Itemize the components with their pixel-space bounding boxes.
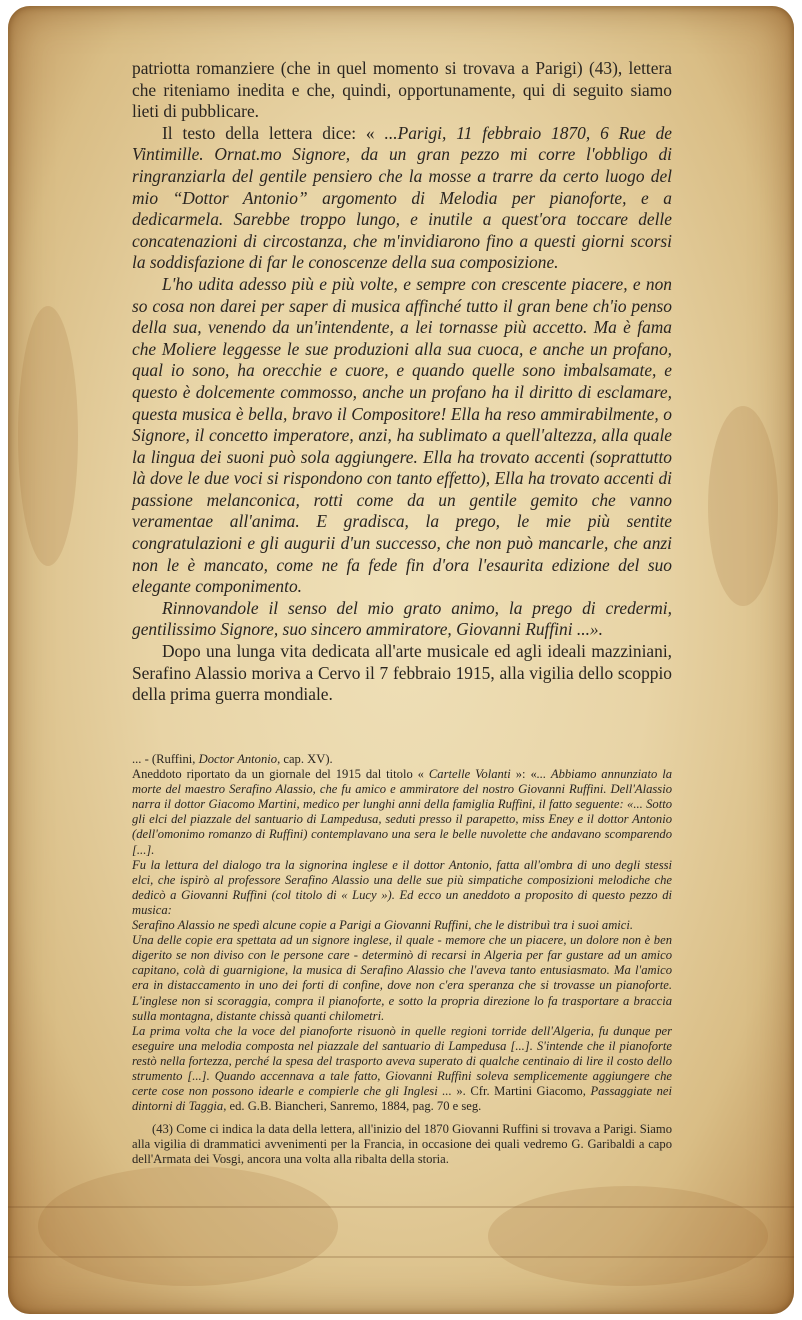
note-text: »: « xyxy=(510,767,537,782)
note-algeria xyxy=(132,1024,672,1115)
note-title: Passaggiate nei dintorni di Taggia xyxy=(132,1084,672,1114)
paper-stain xyxy=(18,306,78,566)
paragraph-2 xyxy=(132,123,672,274)
note-text: , cap. XV). xyxy=(277,752,333,766)
note-text: , ed. G.B. Biancheri, Sanremo, 1884, pag. 70 e seg. xyxy=(223,1099,482,1114)
paper-crease xyxy=(8,1256,794,1258)
paper-crease xyxy=(8,1206,794,1208)
paragraph-3: L'ho udita adesso più e più volte, e sempre con crescente piacere, e non so cosa non darei per saper di musica affinché tutto il gran bene ch'io penso della sua, venendo da un'intendente, a lei tornasse più accetto. Ma è fama che Moliere leggesse le sue produzioni alla sua cuoca, e anche un profano, qual io sono, ha orecchie e cuore, e quando quelle sono imbalsamate, e questo è dolcemente commosso, anche un profano ha il diritto di esclamare, questa musica è bella, bravo il Compositore! Ella ha reso ammirabilmente, o Signore, il concetto imperatore, anzi, ha sublimato a quell'altezza, alla quale la lingua dei suoni può sola aggiungere. Ella ha trovato accenti (soprattutto là dove le due voci si rispondono con tanto effetto), Ella ha trovato accenti di passione melanconica, rotti come da un gentile gemito che vanno veramentae all'anima. E gradisca, la prego, le mie più sentite congratulazioni e gli augurii d'un successo, che non può mancarle, che anzi non le è mancato, come ne fa fede fin d'ora l'esaurita edizione del suo elegante componimento. xyxy=(132,273,672,597)
note-43: (43) Come ci indica la data della lettera, all'inizio del 1870 Giovanni Ruffini si trovava a Parigi. Siamo alla vigilia di drammatici avvenimenti per la Francia, in occasione dei quali vedremo G. Garibaldi a capo dell'Armata dei Vosgi, ancora una volta alla ribalta della storia. xyxy=(132,1122,672,1167)
note-anecdote xyxy=(132,767,672,858)
note-text: ... - (Ruffini, xyxy=(132,752,199,766)
paragraph-1: patriotta romanziere (che in quel momento si trovava a Parigi) (43), lettera che riteniamo inedita e che, quindi, opportunamente, qui di seguito siamo lieti di pubblicare. xyxy=(132,58,672,122)
note-dialogue: Fu la lettura del dialogo tra la signorina inglese e il dottor Antonio, fatta all'ombra di uno degli stessi elci, che ispirò al professore Serafino Alassio una delle sue più simpatiche composizioni melodiche che dedicò a Giovanni Ruffini (col titolo di « Lucy »). Ed ecco un aneddoto a proposito di questo pezzo di musica: xyxy=(132,857,672,917)
paper-stain xyxy=(708,406,778,606)
main-text xyxy=(132,58,672,706)
note-text: Aneddoto riportato da un giornale del 1915 dal titolo « xyxy=(132,767,429,782)
paragraph-2-lead: Il testo della lettera dice: « xyxy=(162,122,385,143)
note-copies: Serafino Alassio ne spedì alcune copie a Parigi a Giovanni Ruffini, che le distribuì tra i suoi amici. xyxy=(132,918,634,933)
note-quote: La prima volta che la voce del pianoforte risuonò in quelle regioni torride dell'Algeria, fu dunque per eseguire una melodia composta nel piazzale del santuario di Lampedusa [...]. S'intende che il pianoforte restò nella fortezza, perché la spesa del trasporto aveva superato di qualche centinaio di lire il costo dello strumento [...]. Quando accennava a tale fatto, Giovanni Ruffini soleva semplicemente aggiungere che certe cose non possono idearle e compierle che gli Inglesi ... xyxy=(132,1023,672,1099)
paper-stain xyxy=(38,1166,338,1286)
paper-stain xyxy=(488,1186,768,1286)
paragraph-4: Rinnovandole il senso del mio grato animo, la prego di credermi, gentilissimo Signore, suo sincero ammiratore, Giovanni Ruffini ...». xyxy=(132,597,672,640)
footnotes xyxy=(132,752,672,1168)
note-ruffini xyxy=(132,752,672,767)
note-title: Doctor Antonio xyxy=(198,752,278,766)
note-text: ». Cfr. Martini Giacomo, xyxy=(451,1084,591,1099)
note-english-gentleman: Una delle copie era spettata ad un signore inglese, il quale - memore che un piacere, un dolore non è ben digerito se non diviso con le persone care - determinò di recarsi in Algeria per far gustare ad un amico capitano, colà di guarnigione, la musica di Serafino Alassio che l'aveva tanto entusiasmato. Ma l'amico era in distaccamento in uno dei forti di confine, dove non c'era speranza che si trovasse un pianoforte. L'inglese non si scoraggia, compra il pianoforte, e sotto la propria direzione lo fa trasportare a braccia sulla montagna, distante chissà quanti chilometri. xyxy=(132,933,672,1023)
note-quote: ... Abbiamo annunziato la morte del maestro Serafino Alassio, che fu amico e ammiratore del nostro Giovanni Ruffini. Dell'Alassio narra il dottor Giacomo Martini, medico per lunghi anni della famiglia Ruffini, il fatto seguente: «... Sotto gli elci del piazzale del santuario di Lampedusa, seduti presso il parapetto, miss Eney e il dottor Antonio (dell'omonimo romanzo di Ruffini) contemplavano una sera le belle nuvolette che andavano scomparendo [...]. xyxy=(132,767,672,857)
paragraph-5: Dopo una lunga vita dedicata all'arte musicale ed agli ideali mazziniani, Serafino Alassio moriva a Cervo il 7 febbraio 1915, alla vigilia dello scoppio della prima guerra mondiale. xyxy=(132,641,672,705)
note-title: Cartelle Volanti xyxy=(428,767,511,782)
letter-opening: ...Parigi, 11 febbraio 1870, 6 Rue de Vintimille. Ornat.mo Signore, da un gran pezzo mi corre l'obbligo di ringranziarla del gentile pensiero che la mosse a trarre da certo luogo del mio “Dottor Antonio” argomento di Melodia per pianoforte, e a dedicarmela. Sarebbe troppo lungo, e inutile a quest'ora toccare delle concatenazioni di circostanza, che m'invidiarono fino a questi giorni scorsi la soddisfazione di far le conoscenze della sua composizione. xyxy=(132,122,672,273)
